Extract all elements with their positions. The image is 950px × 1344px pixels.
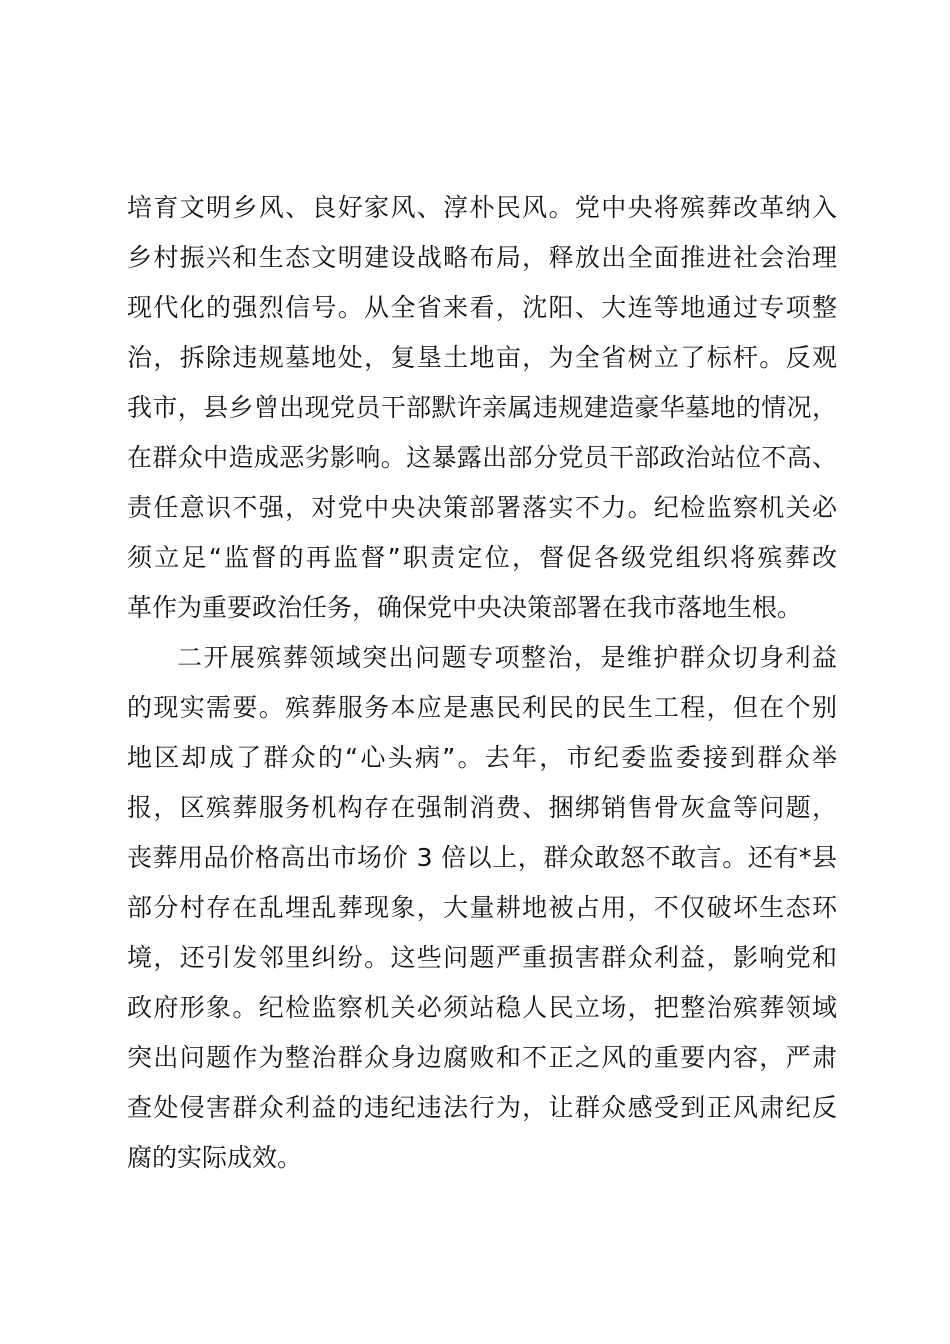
text-line: 革作为重要政治任务，确保党中央决策部署在我市落地生根。 — [127, 593, 803, 622]
body-text — [127, 183, 837, 1183]
text-line: 丧葬用品价格高出市场价 3 倍以上，群众敢怒不敢言。还有*县 — [127, 843, 837, 872]
text-line: 突出问题作为整治群众身边腐败和不正之风的重要内容，严肃 — [127, 1043, 837, 1072]
paragraph-1 — [127, 183, 837, 633]
text-line: 我市，县乡曾出现党员干部默许亲属违规建造豪华墓地的情况， — [127, 393, 837, 422]
text-line: 报，区殡葬服务机构存在强制消费、捆绑销售骨灰盒等问题， — [127, 793, 837, 822]
paragraph-2 — [127, 633, 837, 1183]
text-line: 治，拆除违规墓地处，复垦土地亩，为全省树立了标杆。反观 — [127, 343, 837, 372]
text-line: 腐的实际成效。 — [127, 1143, 303, 1172]
text-line: 的现实需要。殡葬服务本应是惠民利民的民生工程，但在个别 — [127, 693, 837, 722]
text-line: 政府形象。纪检监察机关必须站稳人民立场，把整治殡葬领域 — [127, 993, 837, 1022]
text-line: 在群众中造成恶劣影响。这暴露出部分党员干部政治站位不高、 — [127, 443, 837, 472]
text-line: 二开展殡葬领域突出问题专项整治，是维护群众切身利益 — [177, 643, 837, 672]
text-line: 须立足“监督的再监督”职责定位，督促各级党组织将殡葬改 — [127, 543, 837, 572]
text-line: 责任意识不强，对党中央决策部署落实不力。纪检监察机关必 — [127, 493, 837, 522]
text-line: 部分村存在乱埋乱葬现象，大量耕地被占用，不仅破坏生态环 — [127, 893, 837, 922]
text-line: 乡村振兴和生态文明建设战略布局，释放出全面推进社会治理 — [127, 243, 837, 272]
text-line: 培育文明乡风、良好家风、淳朴民风。党中央将殡葬改革纳入 — [127, 193, 837, 222]
text-line: 查处侵害群众利益的违纪违法行为，让群众感受到正风肃纪反 — [127, 1093, 837, 1122]
text-line: 现代化的强烈信号。从全省来看，沈阳、大连等地通过专项整 — [127, 293, 837, 322]
text-line: 境，还引发邻里纠纷。这些问题严重损害群众利益，影响党和 — [127, 943, 837, 972]
text-line: 地区却成了群众的“心头病”。去年，市纪委监委接到群众举 — [127, 743, 837, 772]
